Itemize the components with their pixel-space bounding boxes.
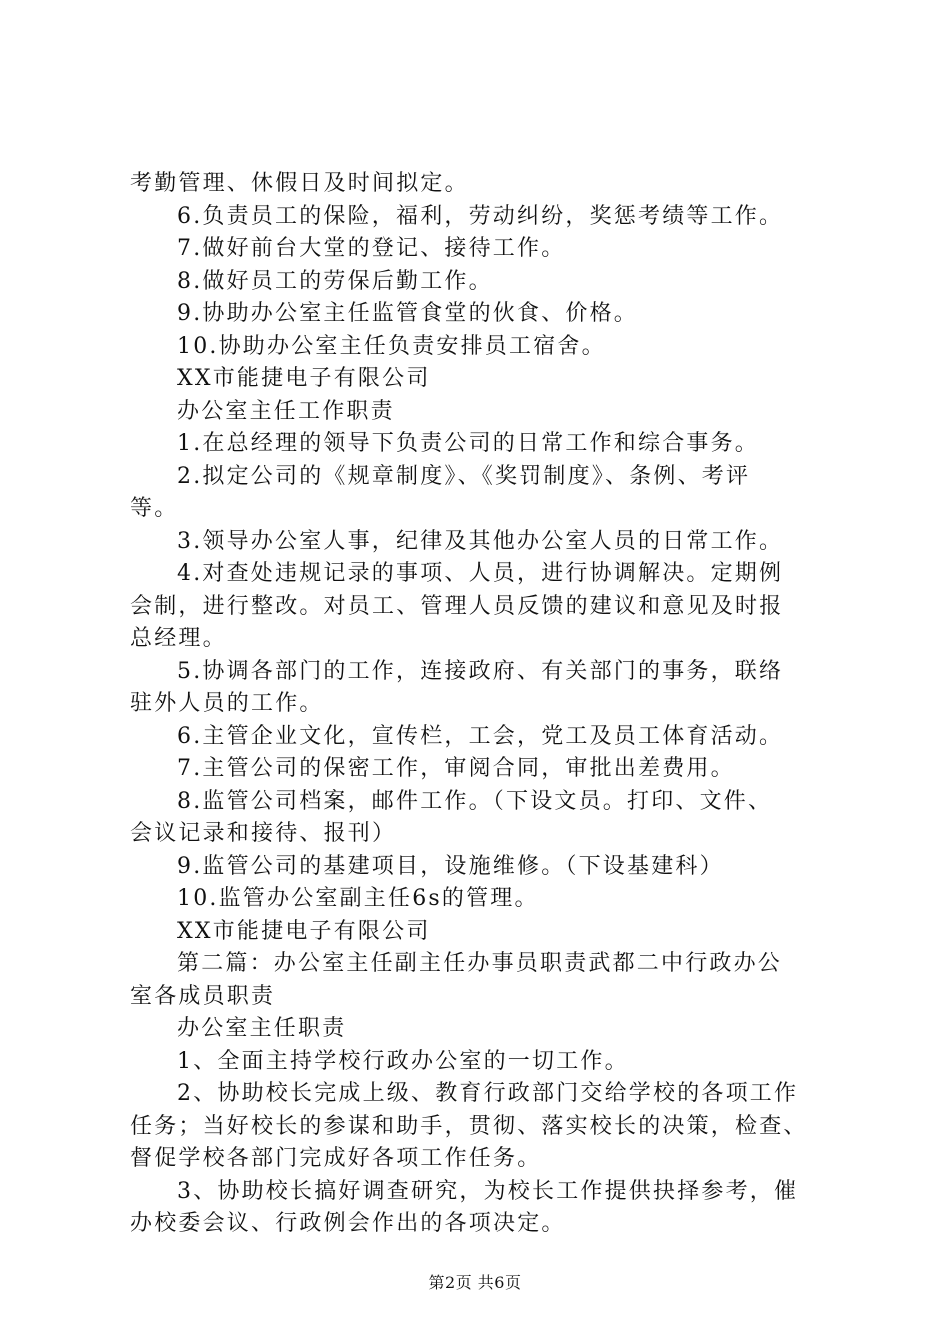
text-line: 8.监管公司档案，邮件工作。（下设文员。打印、文件、 bbox=[177, 788, 773, 814]
text-line: XX市能捷电子有限公司 bbox=[177, 918, 431, 944]
text-line: 1.在总经理的领导下负责公司的日常工作和综合事务。 bbox=[177, 431, 759, 456]
text-line: 9.协助办公室主任监管食堂的伙食、价格。 bbox=[177, 301, 638, 326]
text-line: 6.负责员工的保险，福利，劳动纠纷，奖惩考绩等工作。 bbox=[177, 203, 784, 229]
text-line: 7.做好前台大堂的登记、接待工作。 bbox=[177, 236, 566, 261]
text-line: 第二篇：办公室主任副主任办事员职责武都二中行政办公 bbox=[177, 951, 783, 976]
text-line: 4.对查处违规记录的事项、人员，进行协调解决。定期例 bbox=[177, 561, 784, 586]
text-line: 等。 bbox=[130, 496, 179, 521]
text-line: 8.做好员工的劳保后勤工作。 bbox=[177, 268, 493, 294]
text-line: 2.拟定公司的《规章制度》、《奖罚制度》、条例、考评 bbox=[177, 463, 751, 489]
text-line: 总经理。 bbox=[130, 626, 227, 651]
text-line: 办公室主任工作职责 bbox=[177, 398, 395, 424]
text-line: 办校委会议、行政例会作出的各项决定。 bbox=[130, 1211, 566, 1236]
text-line: 3.领导办公室人事，纪律及其他办公室人员的日常工作。 bbox=[177, 528, 784, 554]
text-line: 2、协助校长完成上级、教育行政部门交给学校的各项工作 bbox=[177, 1081, 799, 1106]
text-line: 室各成员职责 bbox=[130, 983, 276, 1009]
text-line: 10.监管办公室副主任6s的管理。 bbox=[177, 886, 539, 911]
text-line: XX市能捷电子有限公司 bbox=[177, 366, 431, 391]
text-line: 办公室主任职责 bbox=[177, 1016, 347, 1041]
text-line: 6.主管企业文化，宣传栏，工会，党工及员工体育活动。 bbox=[177, 723, 784, 749]
text-line: 会制，进行整改。对员工、管理人员反馈的建议和意见及时报 bbox=[130, 593, 784, 619]
text-line: 会议记录和接待、报刊） bbox=[130, 821, 397, 846]
text-line: 7.主管公司的保密工作，审阅合同，审批出差费用。 bbox=[177, 756, 735, 781]
text-line: 3、协助校长搞好调查研究，为校长工作提供抉择参考，催 bbox=[177, 1178, 799, 1204]
text-line: 考勤管理、休假日及时间拟定。 bbox=[130, 171, 469, 196]
text-line: 督促学校各部门完成好各项工作任务。 bbox=[130, 1146, 542, 1171]
text-line: 驻外人员的工作。 bbox=[130, 691, 324, 716]
document-body bbox=[130, 168, 830, 1241]
text-line: 任务；当好校长的参谋和助手，贯彻、落实校长的决策，检查、 bbox=[130, 1113, 808, 1139]
text-line: 9.监管公司的基建项目，设施维修。（下设基建科） bbox=[177, 853, 724, 879]
text-line: 1、全面主持学校行政办公室的一切工作。 bbox=[177, 1048, 629, 1074]
text-line: 5.协调各部门的工作，连接政府、有关部门的事务，联络 bbox=[177, 658, 784, 684]
page-footer: 第2页 共6页 bbox=[428, 1273, 522, 1292]
text-line: 10.协助办公室主任负责安排员工宿舍。 bbox=[177, 333, 606, 359]
